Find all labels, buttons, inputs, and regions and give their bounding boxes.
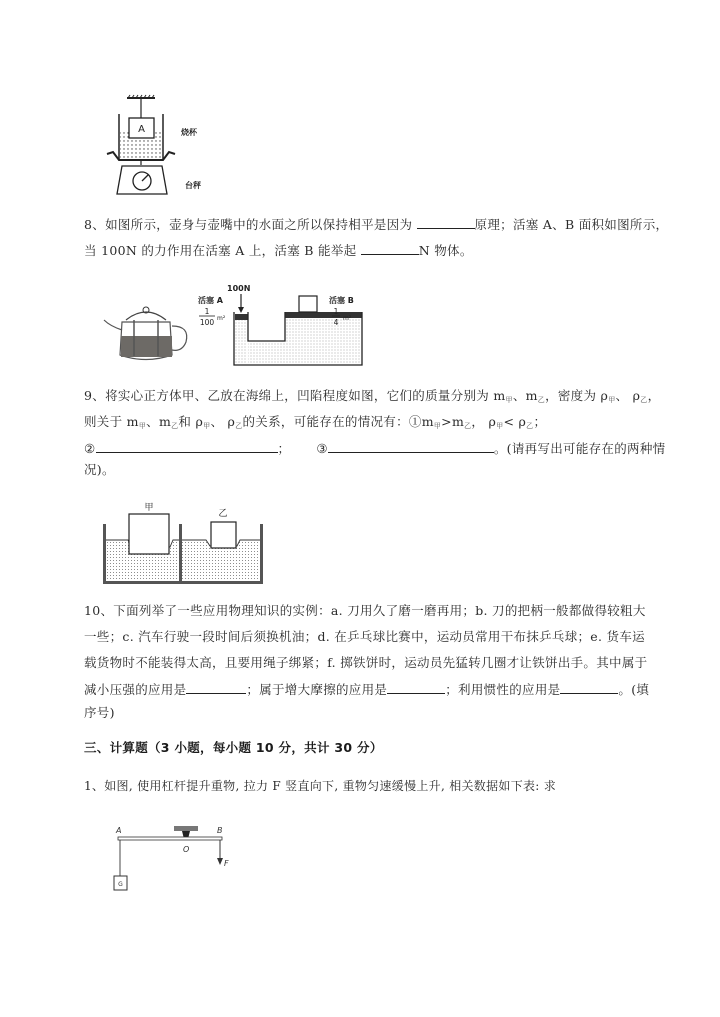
lever-figure	[100, 818, 240, 902]
answer-blank-9-3[interactable]	[328, 440, 494, 453]
answer-blank-10a[interactable]	[186, 681, 246, 694]
answer-blank-8b[interactable]	[361, 242, 419, 255]
sponge-figure	[100, 496, 270, 584]
calc-question-1: 1、如图, 使用杠杆提升重物, 拉力 F 竖直向下, 重物匀速缓慢上升, 相关数据如下表: 求	[84, 779, 557, 793]
question-10-line-2: 一些；c. 汽车行驶一段时间后须换机油；d. 在乒乓球比赛中，运动员常用干布抹乒乓球；e. 货车运	[84, 629, 645, 644]
answer-blank-10b[interactable]	[387, 681, 445, 694]
label-g: G	[118, 881, 123, 888]
label-jia: 甲	[144, 503, 154, 513]
hydraulic-press-diagram	[198, 284, 362, 365]
answer-blank-10c[interactable]	[560, 681, 618, 694]
answer-blank-9-2[interactable]	[96, 440, 278, 453]
question-8-line-2: 当 100N 的力作用在活塞 A 上，活塞 B 能举起 N 物体。	[84, 243, 473, 258]
question-9-line-2: 则关于 $m_甲$、$m_乙$和 $\rho_甲$、 $\rho_乙$的关系，可能存在的情况有：$①m_甲>m_乙$， $\rho_甲< \rho_乙$；	[84, 414, 547, 430]
question-8-line-1: 8、如图所示，壶身与壶嘴中的水面之所以保持相平是因为 原理；活塞 A、B 面积如图所示，	[84, 217, 669, 232]
label-b: B	[217, 826, 223, 835]
label-scale: 台秤	[185, 181, 201, 190]
question-9-line-3: ② ； ③ 。(请再写出可能存在的两种情	[84, 441, 666, 456]
beaker-scale-figure	[95, 92, 215, 198]
question-9-line-1: 9、将实心正方体甲、乙放在海绵上，凹陷程度如图，它们的质量分别为 $m_甲$、$m_乙$，密度为 $\rho_甲$、 $\rho_乙$，	[84, 388, 661, 404]
svg-text:100: 100	[199, 318, 215, 327]
piston-b-label: 活塞 B	[329, 296, 354, 305]
question-10-line-4: 减小压强的应用是 ；属于增大摩擦的应用是 ；利用惯性的应用是 。(填	[84, 682, 650, 697]
answer-blank-8a[interactable]	[417, 216, 475, 229]
teapot-hydraulic-figure	[100, 280, 380, 370]
label-yi: 乙	[218, 509, 228, 519]
svg-text:4: 4	[333, 318, 339, 327]
svg-text:1: 1	[204, 307, 210, 316]
force-label: 100N	[227, 284, 251, 293]
label-f: F	[224, 859, 229, 868]
svg-text:m²: m²	[343, 315, 352, 322]
teapot-icon	[104, 307, 187, 360]
piston-a-label: 活塞 A	[198, 296, 223, 305]
section-3-heading: 三、计算题（3 小题，每小题 10 分，共计 30 分）	[84, 740, 383, 755]
label-o: O	[183, 845, 190, 854]
question-10-line-3: 载货物时不能装得太高，且要用绳子绑紧；f. 掷铁饼时，运动员先猛转几圈才让铁饼出手。其中属于	[84, 655, 648, 670]
svg-text:A: A	[138, 124, 145, 135]
label-a: A	[116, 826, 122, 835]
question-9-line-4: 况)。	[84, 462, 115, 477]
svg-text:m²: m²	[217, 315, 226, 322]
svg-text:1: 1	[333, 307, 339, 316]
label-beaker: 烧杯	[181, 128, 197, 137]
question-10-line-1: 10、下面列举了一些应用物理知识的实例：a. 刀用久了磨一磨再用；b. 刀的把柄一般都做得较粗大	[84, 603, 646, 618]
question-10-line-5: 序号)	[84, 705, 115, 720]
